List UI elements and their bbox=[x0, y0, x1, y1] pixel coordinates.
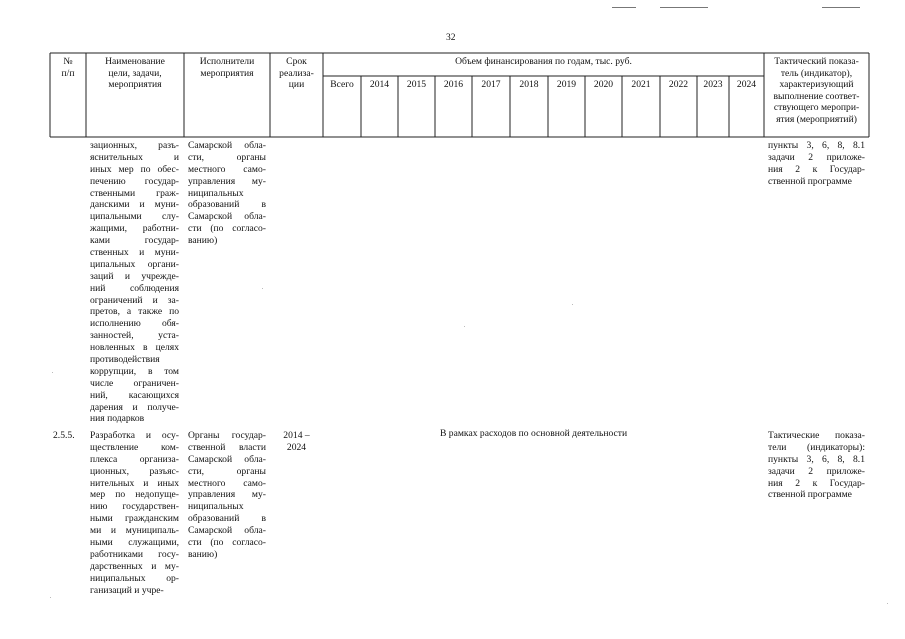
text-line: сти, органы bbox=[188, 465, 266, 477]
text-line: ми и муниципаль- bbox=[90, 525, 179, 537]
scan-speck bbox=[572, 304, 573, 305]
text-line: исполнению обя- bbox=[90, 318, 179, 330]
text-line: жащими, работни- bbox=[90, 223, 179, 235]
row-255-term: 2014 – 2024 bbox=[283, 430, 310, 453]
text-line: ния 2 к Государ- bbox=[768, 477, 865, 489]
text-line: зационных, разъ- bbox=[90, 140, 179, 151]
row-255-number: 2.5.5. bbox=[53, 430, 75, 441]
header-indicator: Тактический показа- тель (индикатор), характеризующий выполнение соответ- ствующего меропри- ятия (мероприятий) bbox=[773, 56, 860, 125]
header-total: Всего bbox=[330, 79, 354, 90]
text-line: ципальными слу- bbox=[90, 211, 179, 223]
text-line: яснительных и bbox=[90, 151, 179, 163]
text-line: образований в bbox=[188, 199, 266, 211]
header-year-2022: 2022 bbox=[668, 79, 689, 90]
text-line: ственными граж- bbox=[90, 187, 179, 199]
row-255-executors bbox=[188, 430, 266, 561]
text-line: печению государ- bbox=[90, 175, 179, 187]
text-line: ниципальных ор- bbox=[90, 572, 179, 584]
page-number: 32 bbox=[446, 33, 456, 43]
text-line: числе ограничен- bbox=[90, 377, 179, 389]
header-year-2019: 2019 bbox=[556, 79, 577, 90]
header-year-2023: 2023 bbox=[703, 79, 723, 90]
scan-speck bbox=[52, 372, 53, 373]
header-year-2024: 2024 bbox=[736, 79, 757, 90]
text-line: задачи 2 приложе- bbox=[768, 465, 865, 477]
scan-speck bbox=[50, 597, 51, 598]
text-line: ционных, разъяс- bbox=[90, 465, 179, 477]
text-line: ципальных органи- bbox=[90, 258, 179, 270]
scan-speck bbox=[464, 326, 465, 327]
text-line: тели (индикаторы): bbox=[768, 441, 865, 453]
text-line: нительных и иных bbox=[90, 477, 179, 489]
text-line: коррупции, в том bbox=[90, 365, 179, 377]
text-line: претов, а также по bbox=[90, 306, 179, 318]
header-number: № п/п bbox=[61, 56, 75, 79]
text-line: Органы государ- bbox=[188, 430, 266, 441]
text-line: пункты 3, 6, 8, 8.1 bbox=[768, 453, 865, 465]
text-line: ганизаций и учре- bbox=[90, 584, 164, 596]
text-line: пункты 3, 6, 8, 8.1 bbox=[768, 140, 865, 151]
text-line: ния подарков bbox=[90, 413, 145, 425]
text-line: сти, органы bbox=[188, 151, 266, 163]
text-line: Самарской обла- bbox=[188, 140, 266, 151]
text-line: ний соблюдения bbox=[90, 282, 179, 294]
row-255-indicator bbox=[768, 430, 865, 501]
text-line: ния 2 к Государ- bbox=[768, 163, 865, 175]
text-line: местного само- bbox=[188, 163, 266, 175]
text-line: ственной программе bbox=[768, 489, 852, 501]
text-line: Разработка и осу- bbox=[90, 430, 179, 441]
header-term: Срок реализа- ции bbox=[279, 56, 314, 90]
header-funding: Объем финансирования по годам, тыс. руб. bbox=[455, 56, 632, 67]
header-year-2020: 2020 bbox=[593, 79, 614, 90]
header-year-2021: 2021 bbox=[631, 79, 651, 90]
text-line: нию государствен- bbox=[90, 501, 179, 513]
text-line: Тактические показа- bbox=[768, 430, 865, 441]
text-line: данскими и муни- bbox=[90, 199, 179, 211]
row-continued-indicator bbox=[768, 140, 865, 188]
text-line: ственной власти bbox=[188, 441, 266, 453]
scan-speck bbox=[887, 603, 888, 604]
row-continued-executors bbox=[188, 140, 266, 247]
row-255-funding-note: В рамках расходов по основной деятельности bbox=[440, 428, 628, 439]
text-line: ванию) bbox=[188, 548, 218, 560]
text-line: противодействия bbox=[90, 354, 160, 366]
text-line: дарения и получе- bbox=[90, 401, 179, 413]
header-year-2017: 2017 bbox=[481, 79, 501, 90]
text-line: управления му- bbox=[188, 175, 266, 187]
header-year-2018: 2018 bbox=[519, 79, 539, 90]
text-line: задачи 2 приложе- bbox=[768, 151, 865, 163]
text-line: ванию) bbox=[188, 235, 218, 247]
header-executors: Исполнители мероприятия bbox=[199, 56, 255, 79]
text-line: сти (по согласо- bbox=[188, 223, 266, 235]
header-year-2014: 2014 bbox=[369, 79, 390, 90]
header-year-2016: 2016 bbox=[443, 79, 464, 90]
text-line: ками государ- bbox=[90, 235, 179, 247]
text-line: местного само- bbox=[188, 477, 266, 489]
header-year-2015: 2015 bbox=[406, 79, 427, 90]
text-line: управления му- bbox=[188, 489, 266, 501]
row-255-name bbox=[90, 430, 179, 596]
text-line: плекса организа- bbox=[90, 453, 179, 465]
text-line: новленных в целях bbox=[90, 342, 179, 354]
row-continued-name bbox=[90, 140, 179, 425]
text-line: работниками госу- bbox=[90, 548, 179, 560]
text-line: ний, касающихся bbox=[90, 389, 179, 401]
text-line: сти (по согласо- bbox=[188, 537, 266, 549]
text-line: ственной программе bbox=[768, 175, 852, 187]
text-line: Самарской обла- bbox=[188, 211, 266, 223]
text-line: ственных и муни- bbox=[90, 247, 179, 259]
text-line: дарственных и му- bbox=[90, 560, 179, 572]
text-line: ниципальных bbox=[188, 501, 244, 513]
text-line: Самарской обла- bbox=[188, 453, 266, 465]
text-line: ограничений и за- bbox=[90, 294, 179, 306]
text-line: образований в bbox=[188, 513, 266, 525]
text-line: Самарской обла- bbox=[188, 525, 266, 537]
text-line: заций и учрежде- bbox=[90, 270, 179, 282]
text-line: ными гражданским bbox=[90, 513, 179, 525]
header-name: Наименование цели, задачи, мероприятия bbox=[105, 56, 165, 90]
text-line: занностей, уста- bbox=[90, 330, 179, 342]
scan-speck bbox=[262, 288, 263, 289]
text-line: ниципальных bbox=[188, 187, 244, 199]
text-line: ными служащими, bbox=[90, 537, 179, 549]
text-line: ществление ком- bbox=[90, 441, 179, 453]
text-line: иных мер по обес- bbox=[90, 163, 179, 175]
text-line: мер по недопуще- bbox=[90, 489, 179, 501]
